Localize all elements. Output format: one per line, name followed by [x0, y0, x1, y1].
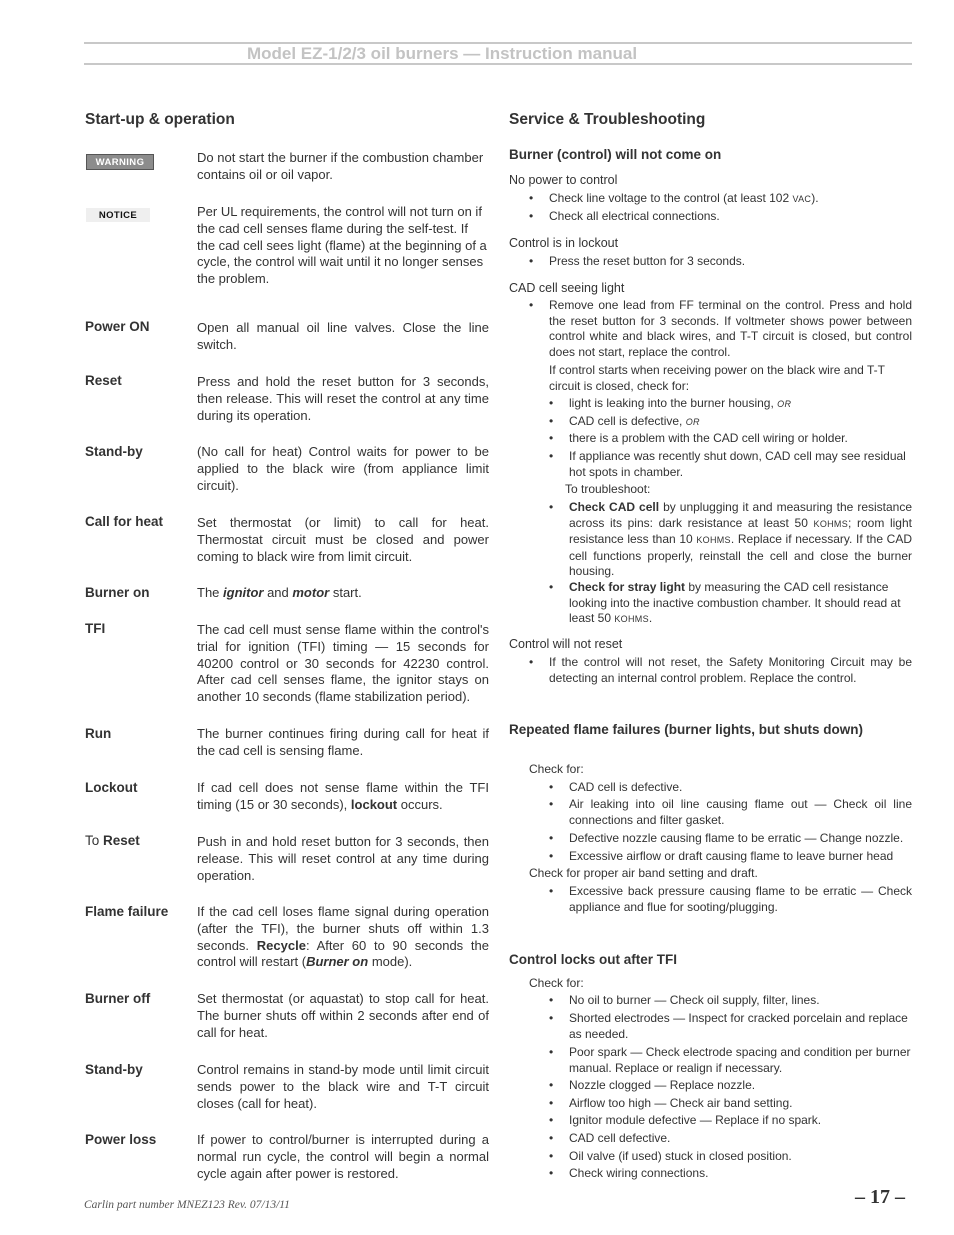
desc-burner-on: The ignitor and motor start. [197, 585, 362, 600]
list-item: • Check for stray light by measuring the CAD cell resistance looking into the inactive combustion chamber. It should read at least 50 KOHMS. [549, 580, 901, 625]
desc-lockout: If cad cell does not sense flame within the TFI timing (15 or 30 seconds), lockout occurs. [197, 780, 489, 812]
cond-no-reset: Control will not reset [509, 637, 623, 651]
term-power-loss: Power loss [85, 1132, 157, 1147]
subtitle-burner-no-on: Burner (control) will not come on [509, 147, 722, 162]
check-for-label-2: Check for: [529, 976, 584, 990]
desc-flame-failure: If the cad cell loses flame signal during operation (after the TFI), the burner shuts off within 1.3 seconds. Recycle: After 60 to 90 seconds the control will restart (Burner on mode). [197, 904, 489, 970]
check-air-band: Check for proper air band setting and draft. [529, 866, 758, 880]
list-item: • If the control will not reset, the Safety Monitoring Circuit may be detecting an internal control problem. Replace the control. [529, 655, 912, 685]
term-flame-failure: Flame failure [85, 904, 169, 919]
desc-standby-2: Control remains in stand-by mode until limit circuit sends power to the black wire and T-T circuit closes (call for heat). [197, 1062, 489, 1111]
footer-part-number: Carlin part number MNEZ123 Rev. 07/13/11 [84, 1199, 290, 1211]
notice-text: Per UL requirements, the control will not turn on if the cad cell senses flame during the self-test. If the cad cell sees light (flame) at the beginning of a cycle, the control will wait until it no longer senses the problem. [197, 204, 487, 287]
desc-run: The burner continues firing during call for heat if the cad cell is sensing flame. [197, 726, 489, 758]
term-tfi: TFI [85, 621, 106, 636]
desc-power-on: Open all manual oil line valves. Close the line switch. [197, 320, 489, 352]
term-burner-on: Burner on [85, 585, 150, 600]
notice-badge: NOTICE [86, 208, 150, 222]
warning-text: Do not start the burner if the combustion chamber contains oil or oil vapor. [197, 150, 484, 182]
cond-lockout: Control is in lockout [509, 236, 619, 250]
section-title-startup: Start-up & operation [85, 111, 235, 128]
term-run: Run [85, 726, 112, 741]
list-item: • If appliance was recently shut down, CAD cell may see residual hot spots in chamber. [549, 449, 906, 479]
term-standby: Stand-by [85, 444, 143, 459]
desc-to-reset: Push in and hold reset button for 3 seconds, then release. This will reset control at any time during operation. [197, 834, 489, 883]
subtitle-repeated: Repeated flame failures (burner lights, but shuts down) [509, 722, 864, 737]
term-lockout: Lockout [85, 780, 138, 795]
page-number: – 17 – [855, 1186, 905, 1208]
list-item: • Excessive back pressure causing flame to be erratic — Check appliance and flue for sooting/plugging. [549, 884, 912, 914]
cond-cad-light: CAD cell seeing light [509, 281, 625, 295]
desc-power-loss: If power to control/burner is interrupted during a normal run cycle, the control will begin a normal cycle again after power is restored. [197, 1132, 489, 1181]
list-item: • Air leaking into oil line causing flame out — Check oil line connections and filter gasket. [549, 797, 912, 827]
desc-tfi: The cad cell must sense flame within the control's trial for ignition (TFI) timing — 15 seconds for 40200 control or 30 seconds for 42230 control. After cad cell senses flame, the ignitor stays on another 10 seconds (flame stabilization period). [197, 622, 489, 705]
term-to-reset: To Reset [85, 833, 140, 848]
page-header-title: Model EZ-1/2/3 oil burners — Instruction manual [246, 44, 638, 63]
list-item: • Remove one lead from FF terminal on the control. Press and hold the reset button for 3 seconds. If voltmeter shows power between control white and black wires, and T-T circuit is closed, but control does not start, replace the control. [529, 298, 912, 359]
desc-call-for-heat: Set thermostat (or limit) to call for heat. Thermostat circuit must be closed and power coming to black wire from limit circuit. [197, 515, 489, 564]
warning-badge: WARNING [86, 154, 154, 170]
term-standby-2: Stand-by [85, 1062, 143, 1077]
term-reset: Reset [85, 373, 122, 388]
subtitle-tfi-lockout: Control locks out after TFI [509, 952, 678, 967]
list-item: • Poor spark — Check electrode spacing and condition per burner manual. Replace or realign if necessary. [549, 1045, 911, 1075]
header-rule-bottom [84, 63, 912, 65]
troubleshoot-label: To troubleshoot: [565, 482, 651, 496]
term-power-on: Power ON [85, 319, 150, 334]
section-title-service: Service & Troubleshooting [509, 111, 706, 128]
list-item: • Check CAD cell by unplugging it and measuring the resistance across its pins: dark resistance at least 50 KOHMS; room light resistance less than 10 KOHMS. Replace if necessary. If the CAD cell functions properly, reinstall the cell and close the burner housing. [549, 500, 913, 578]
desc-burner-off: Set thermostat (or aquastat) to stop call for heat. The burner shuts off within 2 seconds after end of call for heat. [197, 991, 489, 1040]
cond-no-power: No power to control [509, 173, 618, 187]
desc-standby: (No call for heat) Control waits for power to be applied to the black wire (from appliance limit circuit). [197, 444, 489, 493]
term-burner-off: Burner off [85, 991, 151, 1006]
term-call-for-heat: Call for heat [85, 514, 164, 529]
desc-reset: Press and hold the reset button for 3 seconds, then release. This will reset the control at any time during its operation. [197, 374, 489, 423]
list-item: • Shorted electrodes — Inspect for cracked porcelain and replace as needed. [549, 1011, 908, 1041]
check-for-label: Check for: [529, 762, 584, 776]
cad-para: If control starts when receiving power on the black wire and T-T circuit is closed, check for: [549, 363, 885, 393]
